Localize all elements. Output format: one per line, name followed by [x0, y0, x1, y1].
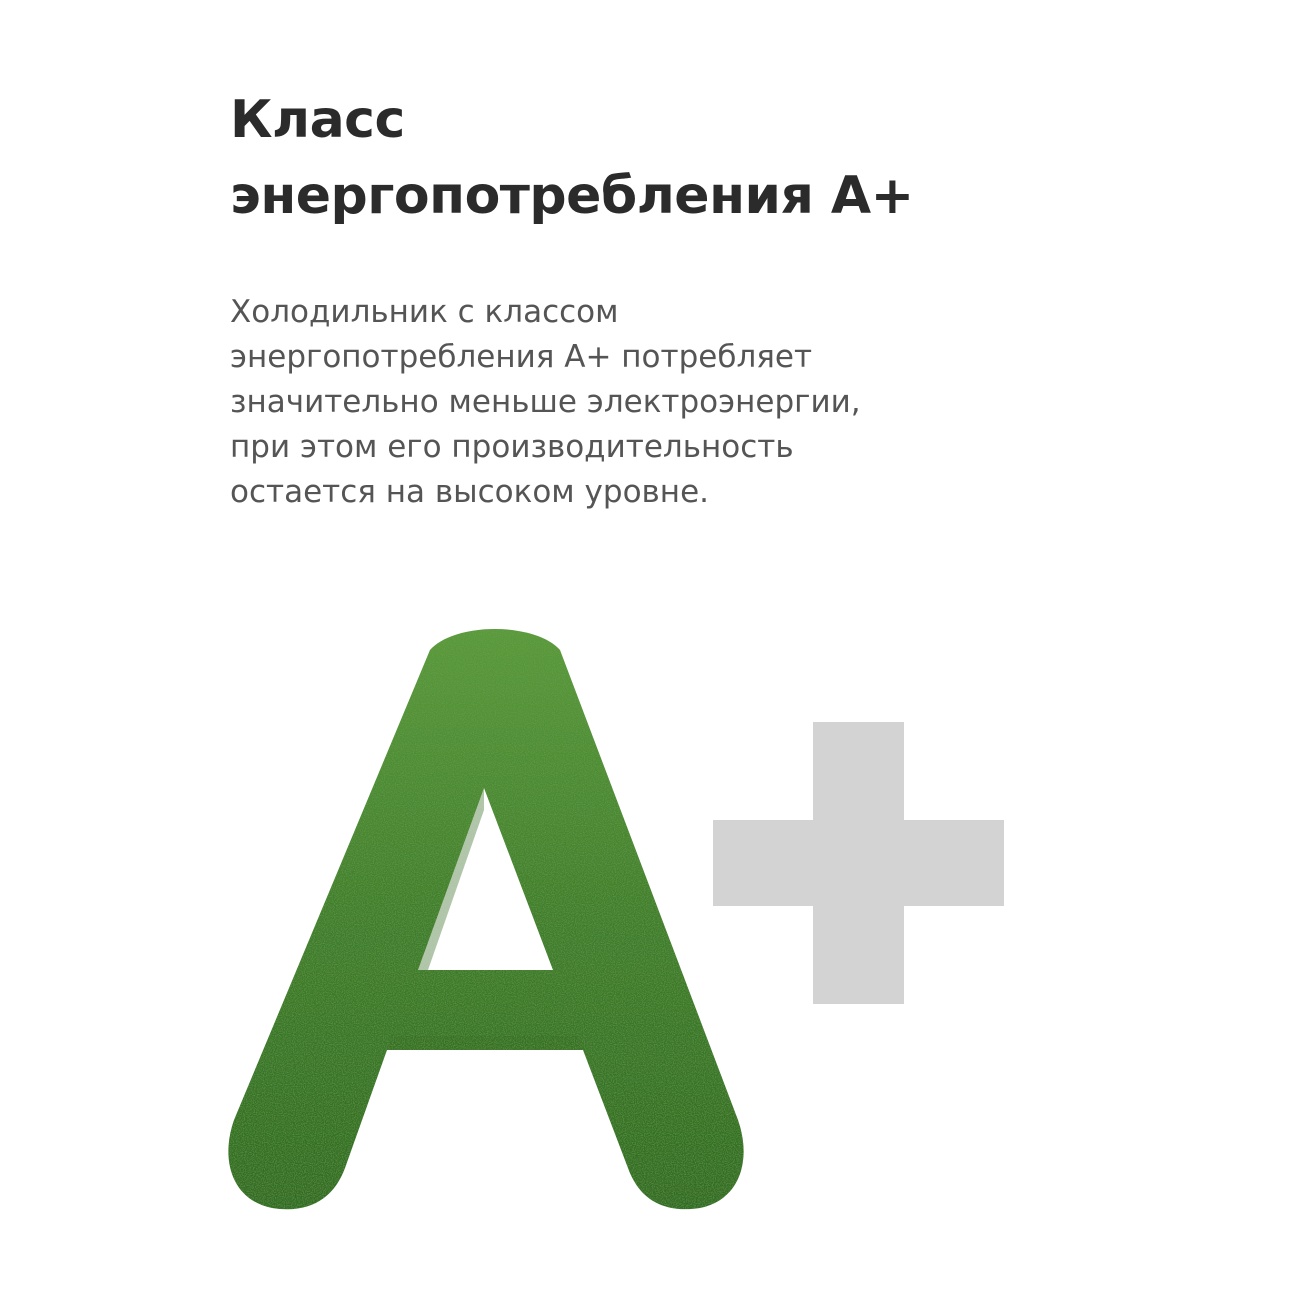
plus-icon: [713, 722, 1004, 1004]
description-line-4: при этом его производительность: [230, 429, 794, 465]
title-line-1: Класс: [230, 90, 405, 150]
grass-letter-a-icon: [228, 629, 743, 1209]
title-line-2: энергопотребления A+: [230, 166, 914, 226]
description-line-3: значительно меньше электроэнергии,: [230, 384, 861, 420]
description-line-5: остается на высоком уровне.: [230, 474, 710, 510]
description-line-2: энергопотребления A+ потребляет: [230, 339, 813, 375]
description-line-1: Холодильник с классом: [230, 294, 619, 330]
